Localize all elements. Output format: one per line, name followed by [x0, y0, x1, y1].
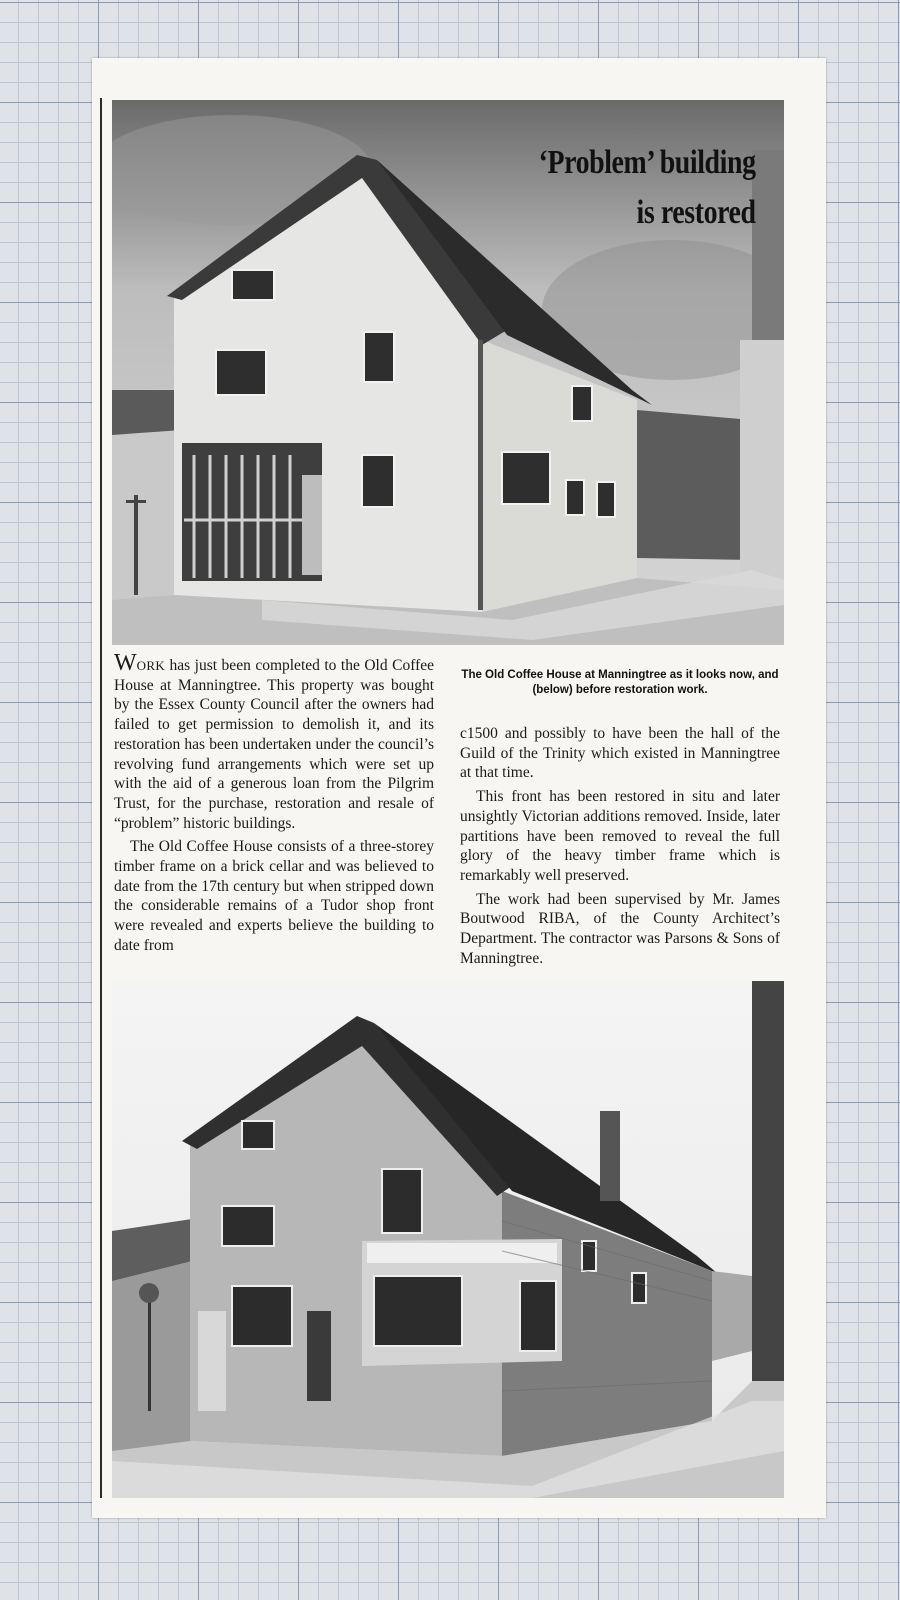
newspaper-clipping: [92, 58, 826, 1518]
headline-line-2: is restored: [636, 194, 756, 231]
article-paragraph-4: This front has been restored in situ and later unsightly Victorian additions removed. Inside, later partitions have been removed to reveal the full glory of the heavy timber frame which is remarkably well preserved.: [460, 788, 780, 884]
photo-before-restoration: [112, 981, 784, 1498]
headline: [539, 138, 756, 238]
lead-smallcaps: ORK: [136, 658, 166, 673]
article-paragraph-1: [114, 650, 434, 833]
article-column-left: [114, 650, 434, 956]
article-paragraph-5: The work had been supervised by Mr. James Boutwood RIBA, of the County Architect’s Department. The contractor was Parsons & Sons of Manningtree.: [460, 890, 780, 967]
article-paragraph-2: The Old Coffee House consists of a three-storey timber frame on a brick cellar and was believed to date from the 17th century but when stripped down the considerable remains of a Tudor shop front were revealed and experts believe the building to date from: [114, 838, 434, 954]
article-column-right: [460, 724, 780, 968]
headline-line-1: ‘Problem’ building: [539, 144, 756, 181]
article-paragraph-3: c1500 and possibly to have been the hall of the Guild of the Trinity which existed in Manningtree at that time.: [460, 725, 780, 782]
photo-caption: The Old Coffee House at Manningtree as it looks now, and (below) before restoration work.: [461, 669, 779, 696]
drop-cap: W: [114, 650, 137, 676]
column-rule: [100, 98, 102, 1498]
paragraph-1-text: has just been completed to the Old Coffee House at Manningtree. This property was bought by the Essex County Council after the owners had failed to get permission to demolish it, and its restoration has been undertaken under the council’s revolving fund arrangements which were set up with the aid of a generous loan from the Pilgrim Trust, for the purchase, restoration and resale of “problem” historic buildings.: [114, 657, 434, 832]
